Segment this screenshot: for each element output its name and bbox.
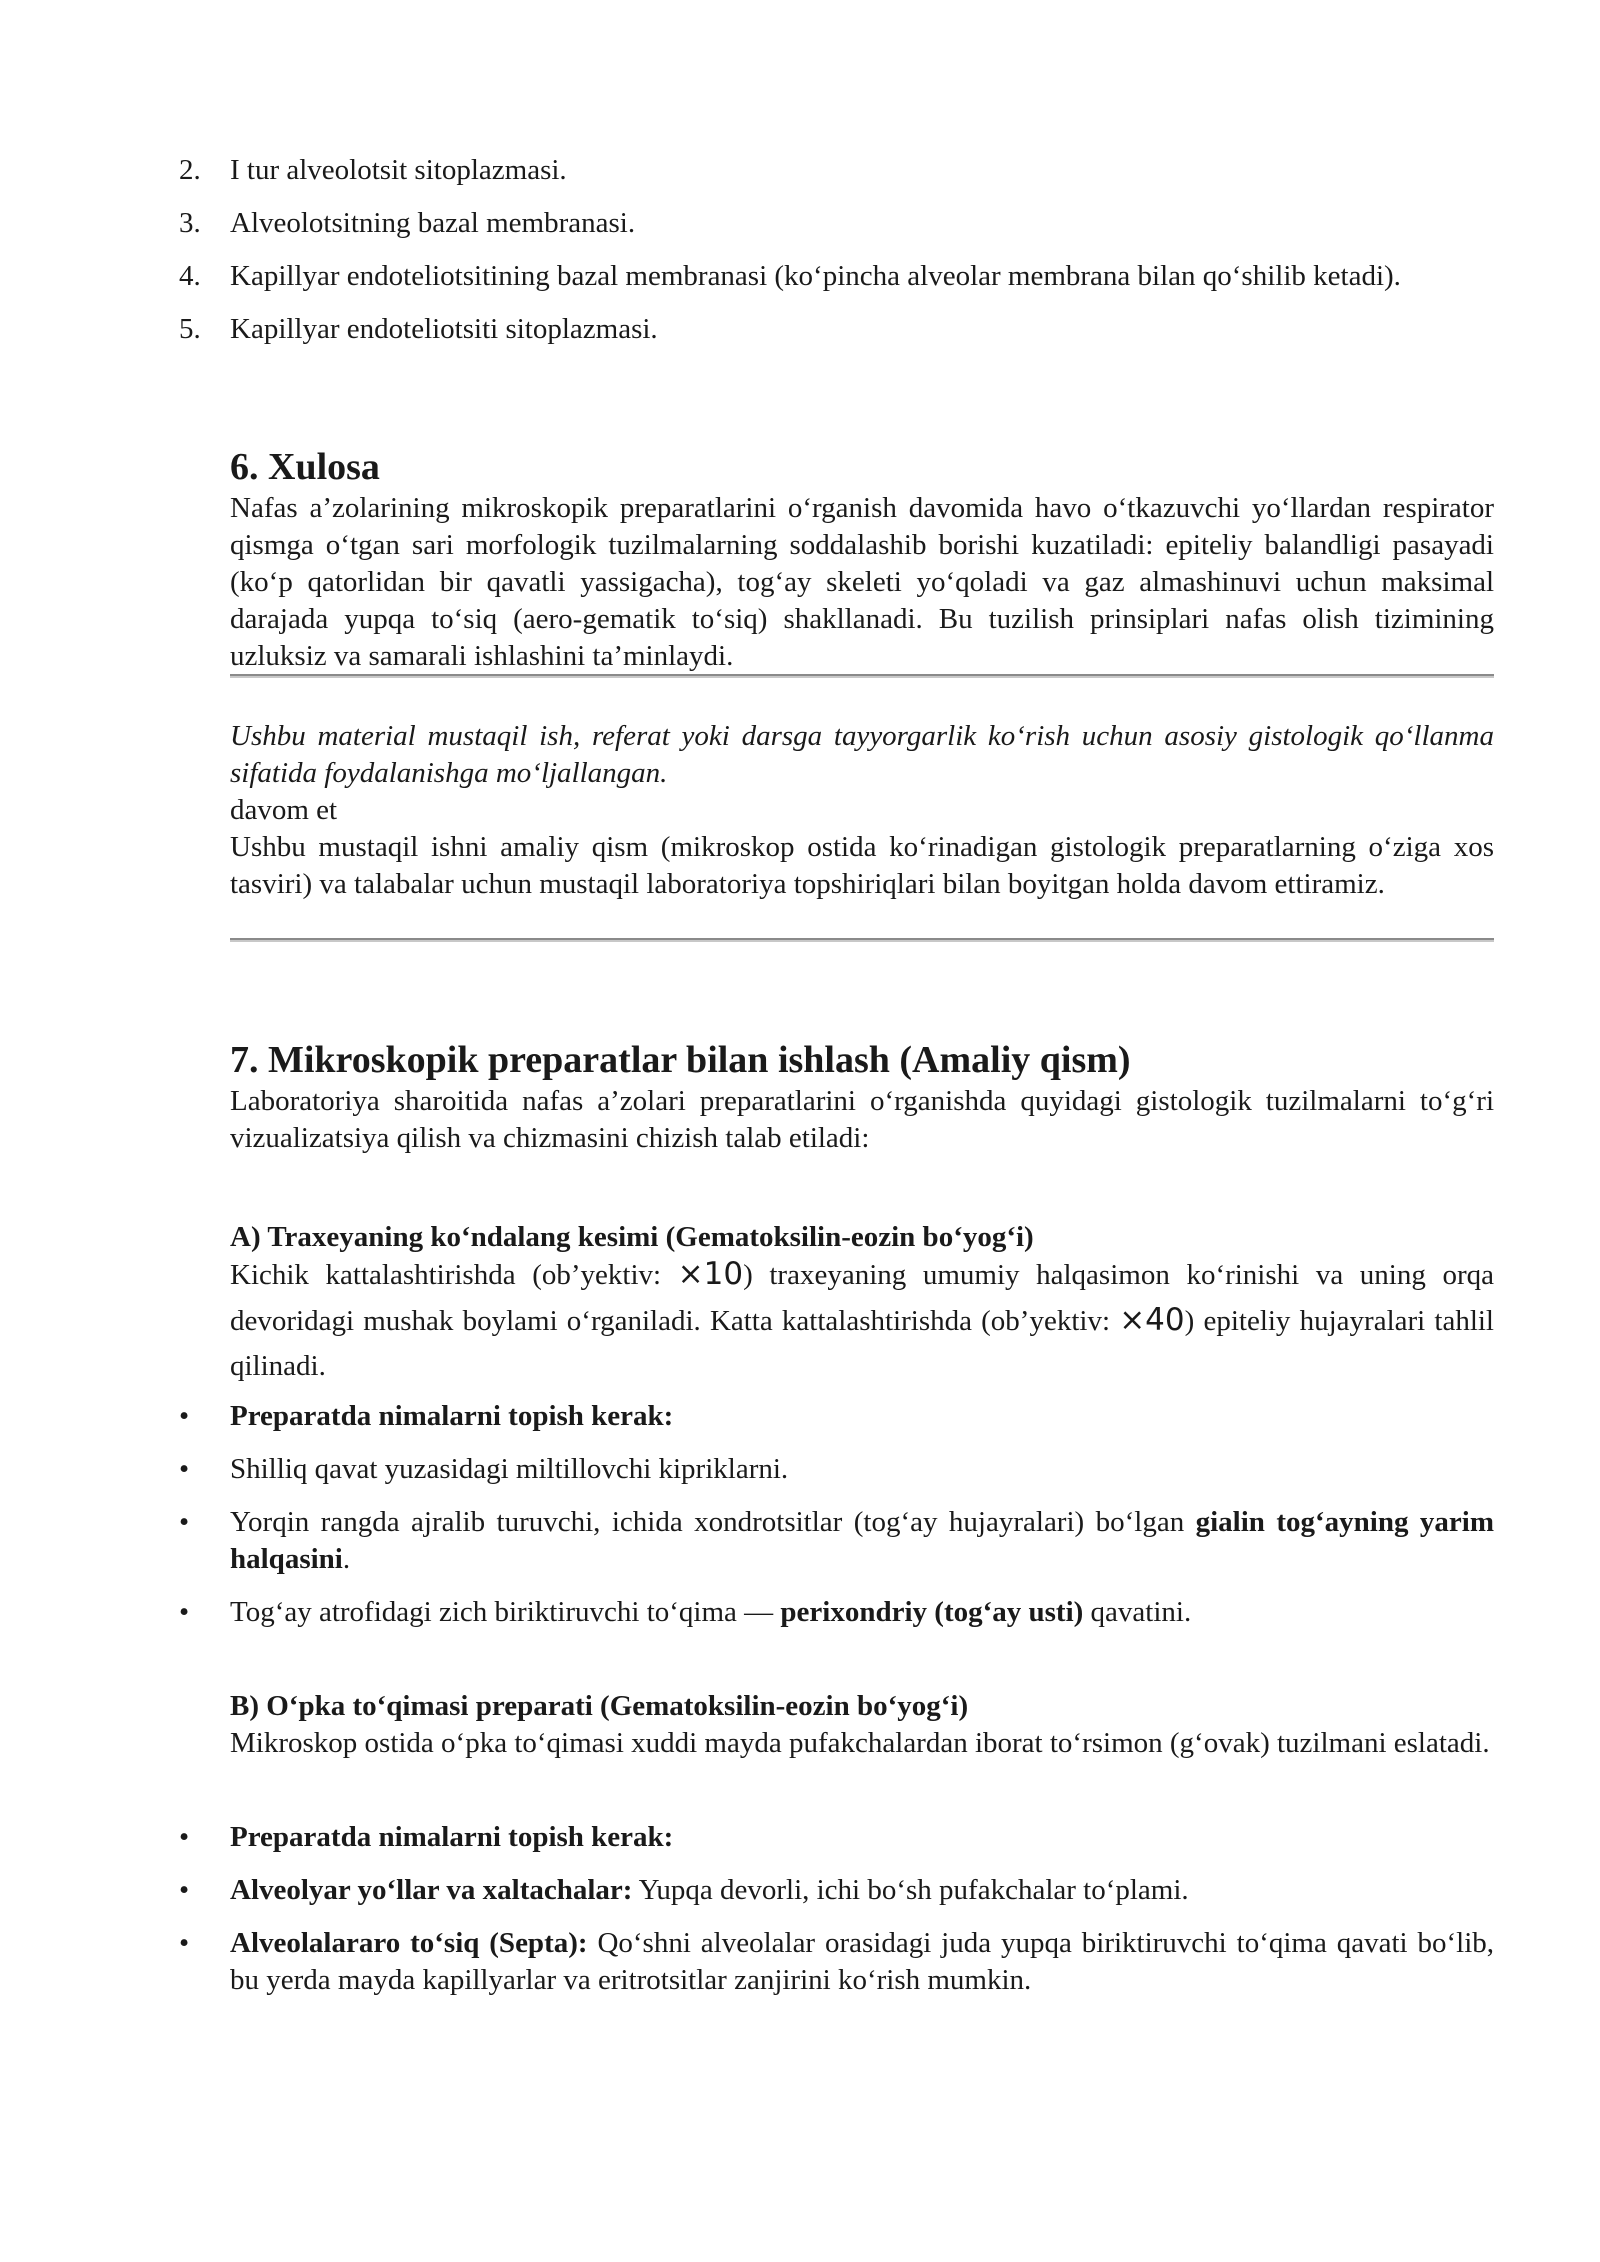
bullet-icon: • bbox=[179, 1874, 190, 1906]
list-item: • Shilliq qavat yuzasidagi miltillovchi kipriklarni. bbox=[175, 1451, 1494, 1488]
horizontal-rule bbox=[230, 674, 1494, 678]
list-item bbox=[175, 258, 1494, 295]
bullet-icon: • bbox=[179, 1596, 190, 1628]
continue-paragraph: Ushbu mustaqil ishni amaliy qism (mikroskop ostida ko‘rinadigan gistologik preparatlarning o‘ziga xos tasviri) va talabalar uchun mustaqil laboratoriya topshiriqlari bilan boyitgan holda davom ettiramiz. bbox=[230, 831, 1494, 900]
list-item: • Tog‘ay atrofidagi zich biriktiruvchi to‘qima — perixondriy (tog‘ay usti) qavatini. bbox=[175, 1594, 1494, 1631]
subsection-a bbox=[230, 1219, 1494, 1389]
bullet-list-a bbox=[175, 1398, 1494, 1647]
continue-text: davom et bbox=[230, 794, 338, 826]
italic-note: Ushbu material mustaqil ish, referat yoki darsga tayyorgarlik ko‘rish uchun asosiy gistologik qo‘llanma sifatida foydalanishga mo‘ljallangan. bbox=[230, 720, 1494, 789]
list-number: 2. bbox=[179, 154, 201, 186]
list-item-text: Kapillyar endoteliotsiti sitoplazmasi. bbox=[230, 313, 658, 345]
list-number: 5. bbox=[179, 313, 201, 345]
magnification-value: ×40 bbox=[1119, 1302, 1185, 1338]
subsection-b-paragraph: Mikroskop ostida o‘pka to‘qimasi xuddi mayda pufakchalardan iborat to‘rsimon (g‘ovak) tuzilmani eslatadi. bbox=[230, 1727, 1490, 1759]
list-item: • Yorqin rangda ajralib turuvchi, ichida xondrotsitlar (tog‘ay hujayralari) bo‘lgan gialin tog‘ayning yarim halqasini. bbox=[179, 1506, 1494, 1575]
magnification-value: ×10 bbox=[677, 1256, 744, 1292]
subsection-heading: A) Traxeyaning ko‘ndalang kesimi (Gematoksilin-eozin bo‘yog‘i) bbox=[230, 1221, 1034, 1253]
bullet-icon: • bbox=[179, 1400, 190, 1432]
bullet-icon: • bbox=[179, 1506, 190, 1538]
bullet-icon: • bbox=[179, 1453, 190, 1485]
list-item-text: Kapillyar endoteliotsitining bazal membranasi (ko‘pincha alveolar membrana bilan qo‘shilib ketadi). bbox=[230, 260, 1401, 292]
section-practical bbox=[230, 1037, 1494, 1157]
list-item: • Alveolalararo to‘siq (Septa): Qo‘shni alveolalar orasidagi juda yupqa biriktiruvchi to‘qima qavati bo‘lib, bu yerda mayda kapillyarlar va eritrotsitlar zanjirini ko‘rish mumkin. bbox=[179, 1927, 1494, 1996]
section-heading: 7. Mikroskopik preparatlar bilan ishlash (Amaliy qism) bbox=[230, 1039, 1131, 1081]
list-item: • Preparatda nimalarni topish kerak: bbox=[175, 1819, 1494, 1856]
subsection-a-paragraph: Kichik kattalashtirishda (ob’yektiv: ×10) traxeyaning umumiy halqasimon ko‘rinishi va uning orqa devoridagi mushak boylami o‘rganiladi. Katta kattalashtirishda (ob’yektiv: ×40) epiteliy hujayralari tahlil qilinadi. bbox=[230, 1256, 1494, 1382]
list-number: 3. bbox=[179, 207, 201, 239]
list-number: 4. bbox=[179, 260, 201, 292]
list-item: • Preparatda nimalarni topish kerak: bbox=[175, 1398, 1494, 1435]
list-item bbox=[175, 152, 1494, 189]
bullet-list-b bbox=[175, 1819, 1494, 2015]
list-item: • Alveolyar yo‘llar va xaltachalar: Yupqa devorli, ichi bo‘sh pufakchalar to‘plami. bbox=[175, 1872, 1494, 1909]
note-block bbox=[230, 718, 1494, 903]
practical-intro: Laboratoriya sharoitida nafas a’zolari preparatlarini o‘rganishda quyidagi gistologik tuzilmalarni to‘g‘ri vizualizatsiya qilish va chizmasini chizish talab etiladi: bbox=[230, 1085, 1494, 1154]
bullet-icon: • bbox=[179, 1927, 190, 1959]
section-heading: 6. Xulosa bbox=[230, 446, 380, 488]
list-item bbox=[175, 205, 1494, 242]
subsection-heading: B) O‘pka to‘qimasi preparati (Gematoksilin-eozin bo‘yog‘i) bbox=[230, 1690, 969, 1722]
horizontal-rule bbox=[230, 938, 1494, 942]
numbered-list bbox=[175, 152, 1494, 364]
section-conclusion bbox=[230, 444, 1494, 675]
bullet-icon: • bbox=[179, 1821, 190, 1853]
list-item-text: Alveolotsitning bazal membranasi. bbox=[230, 207, 636, 239]
conclusion-paragraph: Nafas a’zolarining mikroskopik preparatlarini o‘rganish davomida havo o‘tkazuvchi yo‘llardan respirator qismga o‘tgan sari morfologik tuzilmalarning soddalashib borishi kuzatiladi: epiteliy balandligi pasayadi (ko‘p qatorlidan bir qavatli yassigacha), tog‘ay skeleti yo‘qoladi va gaz almashinuvi uchun maksimal darajada yupqa to‘siq (aero-gematik to‘siq) shakllanadi. Bu tuzilish prinsiplari nafas olish tizimining uzluksiz va samarali ishlashini ta’minlaydi. bbox=[230, 492, 1494, 672]
list-item bbox=[175, 311, 1494, 348]
subsection-b bbox=[230, 1688, 1494, 1762]
list-item-text: I tur alveolotsit sitoplazmasi. bbox=[230, 154, 567, 186]
